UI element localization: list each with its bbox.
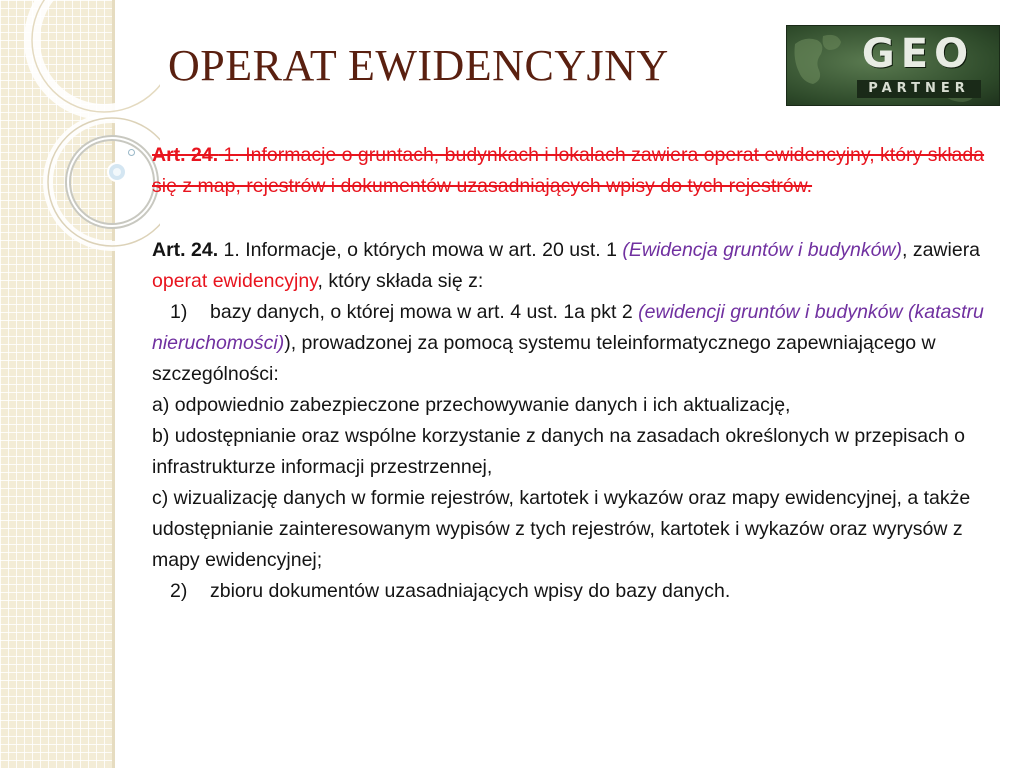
sub-item-a: a) odpowiednio zabezpieczone przechowywanie danych i ich aktualizację, — [152, 394, 791, 416]
item-2-number: 2) — [170, 580, 188, 602]
new-article-intro — [152, 235, 992, 297]
logo-wordmark: GEO — [861, 31, 975, 77]
slide-title: OPERAT EWIDENCYJNY — [168, 41, 669, 90]
old-article-label: Art. 24. — [152, 144, 219, 166]
old-article-text — [152, 140, 992, 202]
new-article-text — [152, 235, 992, 607]
slide-content — [152, 140, 992, 607]
item-1-text-b: ), prowadzonej za pomocą systemu teleinformatycznego zapewniającego w szczególności: — [152, 332, 936, 385]
sub-item-c: c) wizualizację danych w formie rejestrów, kartotek i wykazów oraz mapy ewidencyjnej, a także udostępnianie zainteresowanym wypisów z tych rejestrów, kartotek i wykazów oraz wyrysów z mapy ewidencyjnej; — [152, 487, 971, 571]
item-1-number: 1) — [170, 301, 188, 323]
intro-text-c: , który składa się z: — [317, 270, 484, 292]
intro-text-b: , zawiera — [902, 239, 981, 261]
intro-text-a: 1. Informacje, o których mowa w art. 20 ust. 1 — [218, 239, 623, 261]
item-1-reference: (ewidencji gruntów i budynków (katastru nieruchomości) — [152, 301, 984, 354]
decorative-circles — [0, 0, 160, 300]
new-article-label: Art. 24. — [152, 239, 219, 261]
intro-highlight: operat ewidencyjny — [152, 270, 318, 292]
intro-reference: (Ewidencja gruntów i budynków) — [622, 239, 902, 261]
old-article-body: 1. Informacje o gruntach, budynkach i lokalach zawiera operat ewidencyjny, który składa się z map, rejestrów i dokumentów uzasadniających wpisy do tych rejestrów. — [152, 144, 985, 197]
item-1-text-a: bazy danych, o której mowa w art. 4 ust. 1a pkt 2 — [210, 301, 639, 323]
list-item-2 — [152, 576, 992, 607]
item-2-text: zbioru dokumentów uzasadniających wpisy do bazy danych. — [210, 580, 731, 602]
bullet-circle-icon — [128, 149, 135, 156]
geo-partner-logo — [786, 25, 1000, 106]
sub-item-b: b) udostępnianie oraz wspólne korzystanie z danych na zasadach określonych w przepisach o infrastrukturze informacji przestrzennej, — [152, 425, 965, 478]
list-item-1 — [152, 297, 992, 390]
logo-subtitle: PARTNER — [857, 80, 981, 98]
